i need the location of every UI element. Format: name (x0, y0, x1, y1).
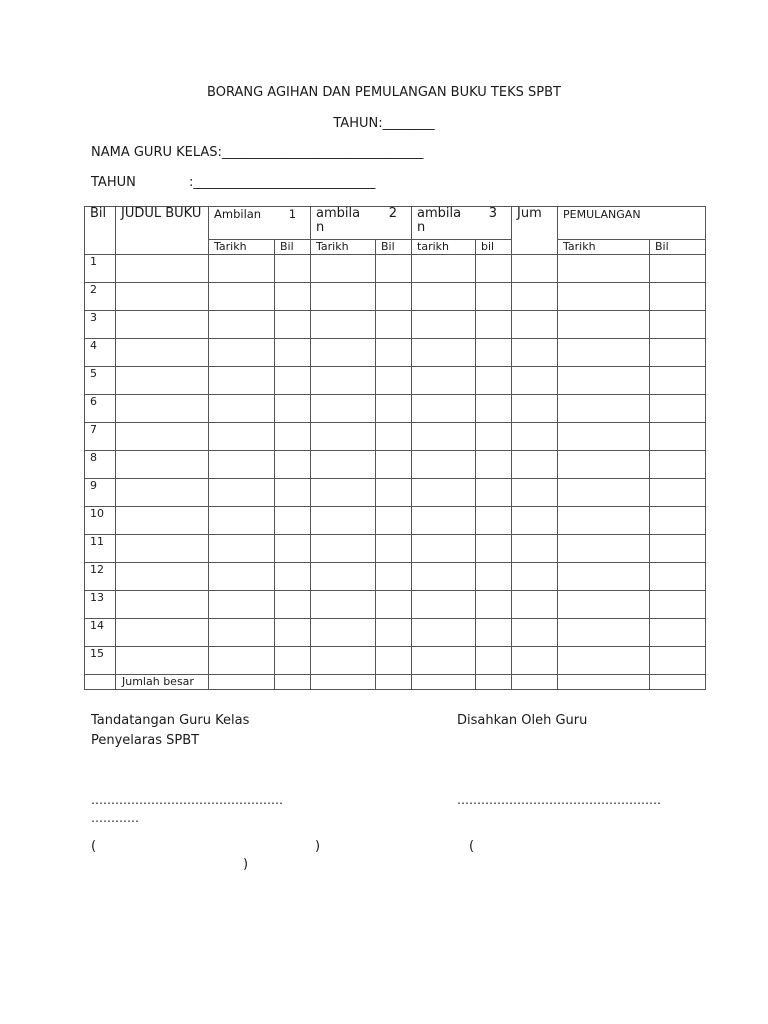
table-cell[interactable] (311, 395, 376, 423)
table-cell[interactable] (650, 507, 706, 535)
jumlah-cell[interactable] (512, 675, 558, 690)
table-cell[interactable] (412, 507, 476, 535)
row-number: 13 (85, 591, 116, 619)
table-cell[interactable] (209, 255, 275, 283)
table-cell[interactable] (512, 423, 558, 451)
subheader-bil-pemulangan: Bil (650, 240, 706, 255)
table-cell[interactable] (376, 395, 412, 423)
subheader-tarikh-2: Tarikh (311, 240, 376, 255)
table-cell[interactable] (558, 647, 650, 675)
jumlah-cell[interactable] (476, 675, 512, 690)
jumlah-cell[interactable] (558, 675, 650, 690)
table-cell[interactable] (116, 647, 209, 675)
table-row (85, 339, 706, 367)
table-cell[interactable] (476, 311, 512, 339)
table-cell[interactable] (376, 563, 412, 591)
table-cell[interactable] (275, 591, 311, 619)
table-cell[interactable] (275, 507, 311, 535)
table-cell[interactable] (209, 339, 275, 367)
table-cell[interactable] (311, 563, 376, 591)
table-cell[interactable] (650, 423, 706, 451)
sig-right-dots-line[interactable]: …………………………………………… (457, 793, 661, 807)
table-cell[interactable] (209, 535, 275, 563)
table-cell[interactable] (275, 283, 311, 311)
jumlah-cell[interactable] (209, 675, 275, 690)
table-cell[interactable] (311, 423, 376, 451)
table-cell[interactable] (275, 647, 311, 675)
sig-left-title-1: Tandatangan Guru Kelas (91, 713, 250, 728)
table-row (85, 255, 706, 283)
table-cell[interactable] (311, 255, 376, 283)
row-number: 9 (85, 479, 116, 507)
table-cell[interactable] (116, 339, 209, 367)
table-cell[interactable] (650, 535, 706, 563)
table-row (85, 535, 706, 563)
ambilan-3-number: 3 (488, 206, 498, 221)
jumlah-cell[interactable] (412, 675, 476, 690)
table-row (85, 647, 706, 675)
table-cell[interactable] (558, 619, 650, 647)
subheader-tarikh-1: Tarikh (209, 240, 275, 255)
table-cell[interactable] (275, 451, 311, 479)
table-cell[interactable] (512, 255, 558, 283)
table-cell[interactable] (376, 507, 412, 535)
table-cell[interactable] (376, 619, 412, 647)
table-cell[interactable] (476, 507, 512, 535)
col-header-bil: Bil (85, 207, 116, 255)
table-cell[interactable] (275, 311, 311, 339)
col-header-pemulangan: PEMULANGAN (558, 207, 706, 240)
table-cell[interactable] (512, 535, 558, 563)
table-cell[interactable] (275, 619, 311, 647)
ambilan-3-word: ambilan (417, 206, 462, 235)
table-cell[interactable] (412, 395, 476, 423)
col-header-ambilan-3 (412, 207, 512, 240)
table-cell[interactable] (376, 647, 412, 675)
table-cell[interactable] (376, 535, 412, 563)
table-cell[interactable] (650, 367, 706, 395)
sig-left-dots-wrap: ………… (91, 811, 139, 825)
table-cell[interactable] (209, 423, 275, 451)
row-number: 12 (85, 563, 116, 591)
table-cell[interactable] (275, 255, 311, 283)
form-title: BORANG AGIHAN DAN PEMULANGAN BUKU TEKS SPBT (207, 85, 561, 100)
table-cell[interactable] (311, 507, 376, 535)
table-cell[interactable] (376, 591, 412, 619)
table-cell[interactable] (376, 339, 412, 367)
tahun-field[interactable]: :____________________________ (189, 175, 376, 190)
table-cell[interactable] (209, 283, 275, 311)
subheader-bil-1: Bil (275, 240, 311, 255)
table-cell[interactable] (476, 647, 512, 675)
table-row (85, 451, 706, 479)
table-cell[interactable] (209, 479, 275, 507)
table-cell[interactable] (376, 423, 412, 451)
table-cell[interactable] (311, 591, 376, 619)
jumlah-cell[interactable] (275, 675, 311, 690)
table-cell[interactable] (476, 563, 512, 591)
table-cell[interactable] (476, 479, 512, 507)
table-cell[interactable] (512, 311, 558, 339)
table-cell[interactable] (116, 451, 209, 479)
jumlah-cell[interactable] (650, 675, 706, 690)
table-cell[interactable] (558, 423, 650, 451)
table-cell[interactable] (476, 423, 512, 451)
table-cell[interactable] (376, 255, 412, 283)
table-cell[interactable] (476, 451, 512, 479)
table-cell[interactable] (311, 479, 376, 507)
row-number: 15 (85, 647, 116, 675)
table-cell[interactable] (116, 423, 209, 451)
ambilan-1-word: Ambilan (214, 207, 262, 221)
table-cell[interactable] (116, 479, 209, 507)
table-cell[interactable] (558, 367, 650, 395)
table-row (85, 395, 706, 423)
row-number: 4 (85, 339, 116, 367)
table-cell[interactable] (558, 479, 650, 507)
table-cell[interactable] (275, 395, 311, 423)
table-cell[interactable] (650, 311, 706, 339)
table-cell[interactable] (512, 283, 558, 311)
table-cell[interactable] (558, 339, 650, 367)
table-row (85, 563, 706, 591)
col-header-jum: Jum (512, 207, 558, 255)
row-number: 2 (85, 283, 116, 311)
table-cell[interactable] (116, 535, 209, 563)
table-row (85, 367, 706, 395)
table-cell[interactable] (476, 535, 512, 563)
table-cell[interactable] (275, 479, 311, 507)
table-cell[interactable] (650, 255, 706, 283)
sig-right-paren-open: ( (469, 839, 475, 854)
table-cell[interactable] (209, 507, 275, 535)
table-cell[interactable] (512, 395, 558, 423)
table-row (85, 619, 706, 647)
table-cell[interactable] (209, 619, 275, 647)
table-cell[interactable] (275, 423, 311, 451)
table-cell[interactable] (558, 311, 650, 339)
subheader-tarikh-3: tarikh (412, 240, 476, 255)
table-cell[interactable] (558, 395, 650, 423)
table-cell[interactable] (412, 283, 476, 311)
table-cell[interactable] (558, 255, 650, 283)
table-cell[interactable] (558, 507, 650, 535)
sig-left-dots-line[interactable]: ………………………………………… (91, 793, 283, 807)
row-number: 3 (85, 311, 116, 339)
table-cell[interactable] (512, 451, 558, 479)
table-cell[interactable] (412, 255, 476, 283)
subheader-tarikh-pemulangan: Tarikh (558, 240, 650, 255)
table-cell[interactable] (116, 591, 209, 619)
table-cell[interactable] (512, 367, 558, 395)
row-number: 14 (85, 619, 116, 647)
sig-left-title-2: Penyelaras SPBT (91, 733, 200, 748)
table-row (85, 507, 706, 535)
table-cell[interactable] (650, 647, 706, 675)
row-number: 11 (85, 535, 116, 563)
table-cell[interactable] (311, 647, 376, 675)
subheader-bil-2: Bil (376, 240, 412, 255)
table-cell[interactable] (209, 311, 275, 339)
table-cell[interactable] (476, 339, 512, 367)
table-cell[interactable] (650, 339, 706, 367)
table-cell[interactable] (558, 283, 650, 311)
table-cell[interactable] (116, 283, 209, 311)
table-cell[interactable] (512, 507, 558, 535)
jumlah-empty-cell (85, 675, 116, 690)
sig-right-paren-close: ) (243, 857, 249, 872)
table-body (85, 255, 706, 675)
table-cell[interactable] (311, 451, 376, 479)
row-number: 10 (85, 507, 116, 535)
table-cell[interactable] (476, 367, 512, 395)
table-cell[interactable] (376, 367, 412, 395)
table-cell[interactable] (476, 255, 512, 283)
table-cell[interactable] (412, 619, 476, 647)
nama-guru-field[interactable]: NAMA GURU KELAS:_______________________________ (91, 145, 424, 160)
table-cell[interactable] (311, 619, 376, 647)
table-cell[interactable] (412, 591, 476, 619)
col-header-judul-buku: JUDUL BUKU (116, 207, 209, 255)
table-cell[interactable] (116, 395, 209, 423)
table-cell[interactable] (209, 563, 275, 591)
col-header-ambilan-1 (209, 207, 311, 240)
table-cell[interactable] (412, 647, 476, 675)
row-number: 7 (85, 423, 116, 451)
book-distribution-table (84, 206, 706, 690)
table-cell[interactable] (558, 563, 650, 591)
table-cell[interactable] (376, 451, 412, 479)
table-cell[interactable] (412, 451, 476, 479)
table-cell[interactable] (311, 535, 376, 563)
table-row (85, 591, 706, 619)
table-cell[interactable] (275, 535, 311, 563)
table-row (85, 479, 706, 507)
table-cell[interactable] (116, 311, 209, 339)
row-number: 8 (85, 451, 116, 479)
table-cell[interactable] (650, 283, 706, 311)
table-cell[interactable] (650, 395, 706, 423)
table-cell[interactable] (512, 591, 558, 619)
table-cell[interactable] (412, 535, 476, 563)
table-cell[interactable] (412, 367, 476, 395)
ambilan-2-number: 2 (388, 206, 398, 221)
ambilan-1-number: 1 (288, 207, 297, 221)
row-number: 1 (85, 255, 116, 283)
table-row (85, 311, 706, 339)
table-cell[interactable] (376, 479, 412, 507)
table-cell[interactable] (650, 619, 706, 647)
subheader-bil-3: bil (476, 240, 512, 255)
table-cell[interactable] (412, 479, 476, 507)
table-cell[interactable] (376, 311, 412, 339)
table-cell[interactable] (650, 591, 706, 619)
table-cell[interactable] (512, 647, 558, 675)
table-cell[interactable] (209, 395, 275, 423)
row-number: 5 (85, 367, 116, 395)
table-cell[interactable] (476, 283, 512, 311)
table-cell[interactable] (311, 283, 376, 311)
sig-right-title: Disahkan Oleh Guru (457, 713, 588, 728)
table-cell[interactable] (116, 255, 209, 283)
table-cell[interactable] (376, 283, 412, 311)
jumlah-besar-label: Jumlah besar (116, 675, 209, 690)
table-cell[interactable] (558, 591, 650, 619)
table-cell[interactable] (512, 479, 558, 507)
table-cell[interactable] (412, 339, 476, 367)
table-cell[interactable] (275, 563, 311, 591)
table-cell[interactable] (209, 451, 275, 479)
table-cell[interactable] (476, 395, 512, 423)
table-cell[interactable] (311, 367, 376, 395)
table-cell[interactable] (311, 311, 376, 339)
table-cell[interactable] (512, 339, 558, 367)
table-cell[interactable] (650, 563, 706, 591)
table-cell[interactable] (116, 507, 209, 535)
table-cell[interactable] (412, 563, 476, 591)
sig-left-paren-close: ) (315, 839, 321, 854)
table-cell[interactable] (209, 591, 275, 619)
jumlah-cell[interactable] (376, 675, 412, 690)
tahun-label: TAHUN (91, 175, 136, 190)
table-cell[interactable] (311, 339, 376, 367)
table-cell[interactable] (512, 619, 558, 647)
jumlah-cell[interactable] (311, 675, 376, 690)
table-cell[interactable] (558, 451, 650, 479)
table-cell[interactable] (116, 563, 209, 591)
table-row (85, 423, 706, 451)
table-cell[interactable] (116, 619, 209, 647)
table-row (85, 283, 706, 311)
col-header-ambilan-2 (311, 207, 412, 240)
table-cell[interactable] (512, 563, 558, 591)
table-cell[interactable] (558, 535, 650, 563)
table-cell[interactable] (650, 451, 706, 479)
table-cell[interactable] (412, 423, 476, 451)
table-cell[interactable] (476, 619, 512, 647)
table-cell[interactable] (275, 339, 311, 367)
table-cell[interactable] (275, 367, 311, 395)
table-cell[interactable] (209, 647, 275, 675)
ambilan-2-word: ambilan (316, 206, 361, 235)
table-cell[interactable] (209, 367, 275, 395)
table-cell[interactable] (476, 591, 512, 619)
table-cell[interactable] (650, 479, 706, 507)
table-cell[interactable] (412, 311, 476, 339)
table-cell[interactable] (116, 367, 209, 395)
tahun-heading: TAHUN:________ (333, 116, 435, 131)
row-number: 6 (85, 395, 116, 423)
sig-left-paren-open: ( (91, 839, 97, 854)
